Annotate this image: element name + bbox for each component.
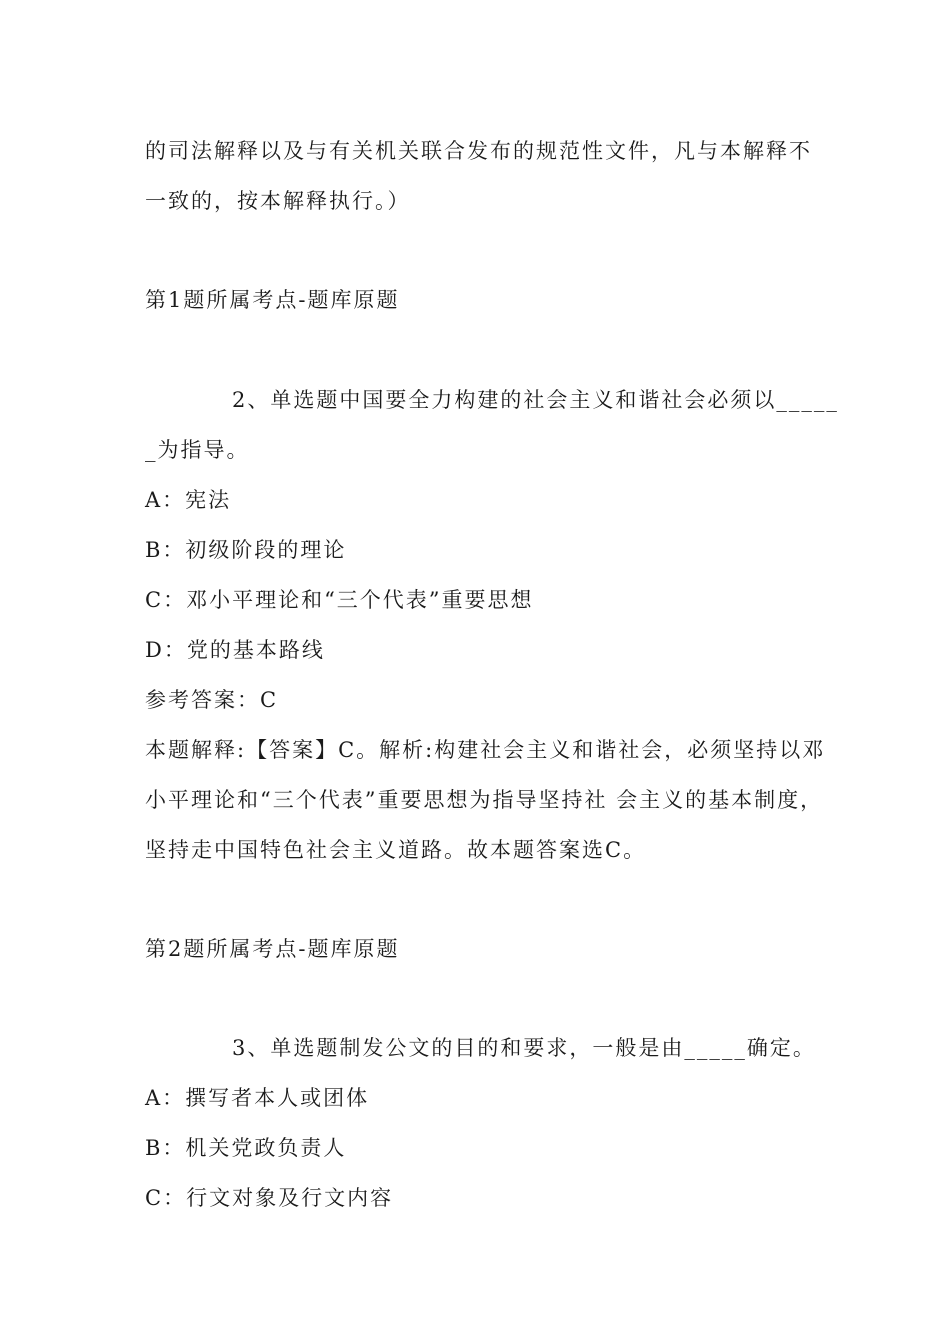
q3-option-a: A：撰写者本人或团体: [145, 1086, 370, 1110]
q2-answer: 参考答案：C: [145, 688, 279, 712]
prev-explanation-line-1: 的司法解释以及与有关机关联合发布的规范性文件，凡与本解释不: [145, 139, 812, 163]
q2-explanation-line-3: 坚持走中国特色社会主义道路。故本题答案选C。: [145, 838, 647, 862]
q2-option-a: A：宪法: [145, 488, 232, 512]
prev-explanation-line-2: 一致的，按本解释执行。）: [145, 189, 411, 213]
q2-explanation-line-1: 本题解释:【答案】C。解析:构建社会主义和谐社会，必须坚持以邓: [145, 738, 826, 762]
q2-option-b: B：初级阶段的理论: [145, 538, 347, 562]
q2-option-c: C：邓小平理论和“三个代表”重要思想: [145, 588, 534, 612]
q2-category: 第2题所属考点-题库原题: [145, 937, 400, 961]
q1-category: 第1题所属考点-题库原题: [145, 288, 400, 312]
q3-stem: 3、单选题制发公文的目的和要求，一般是由_____确定。: [232, 1036, 816, 1060]
q2-explanation-line-2: 小平理论和“三个代表”重要思想为指导坚持社 会主义的基本制度，: [145, 788, 824, 812]
q2-option-d: D：党的基本路线: [145, 638, 325, 662]
q3-option-b: B：机关党政负责人: [145, 1136, 347, 1160]
q2-stem-line-2: _为指导。: [145, 438, 250, 462]
q2-stem-line-1: 2、单选题中国要全力构建的社会主义和谐社会必须以_____: [232, 388, 839, 412]
q3-option-c: C：行文对象及行文内容: [145, 1186, 394, 1210]
